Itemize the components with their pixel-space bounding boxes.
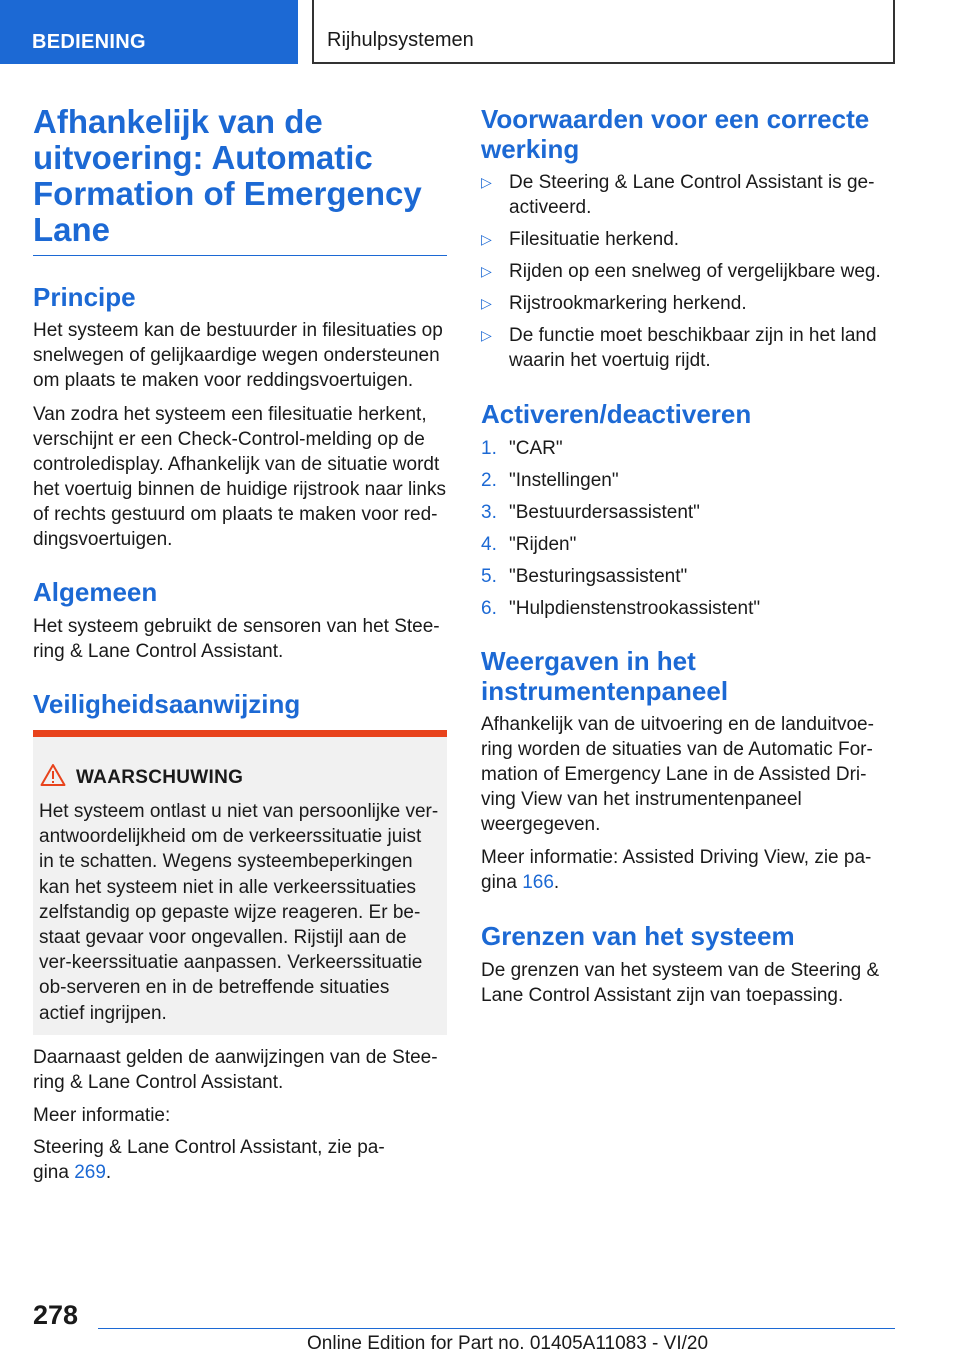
heading-activeren: Activeren/deactiveren xyxy=(481,399,752,429)
chapter-label: Rijhulpsystemen xyxy=(327,29,474,51)
title-divider xyxy=(33,255,447,256)
list-item: ▷ Rijden op een snelweg of vergelijkbare weg. xyxy=(481,261,881,282)
list-item: 3. "Bestuurdersassistent" xyxy=(481,502,700,523)
weergaven-paragraph-2 xyxy=(481,845,885,895)
additional-paragraph-3 xyxy=(33,1135,393,1185)
triangle-bullet-icon: ▷ xyxy=(481,327,492,343)
heading-voorwaarden: Voorwaarden voor een correcte werking xyxy=(481,104,870,164)
reference-end: . xyxy=(105,1162,112,1183)
warning-title: WAARSCHUWING xyxy=(76,767,244,788)
warning-box xyxy=(33,730,447,1035)
grenzen-paragraph: De grenzen van het systeem van de Steering & Lane Control Assistant zijn van toepassing. xyxy=(481,960,880,1006)
list-item: 1. "CAR" xyxy=(481,438,563,459)
list-item: 4. "Rijden" xyxy=(481,534,577,555)
weergaven-paragraph-1: Afhankelijk van de uitvoering en de landuitvoe‐ring worden de situaties van de Automatic For‐mation of Emergency Lane in de Assisted Dri‐ving View van het instrumentenpaneel weergegeven. xyxy=(481,714,874,835)
algemeen-paragraph: Het systeem gebruikt de sensoren van het Stee‐ring & Lane Control Assistant. xyxy=(33,616,440,662)
warning-text: Het systeem ontlast u niet van persoonlijke ver‐antwoordelijkheid om de verkeerssituatie juist in te schatten. Wegens systeembeperkingen kan het systeem niet in alle verkeerssituaties zelfstandig op gepaste wijze reageren. Er be‐staat gevaar voor ongevallen. Rijstijl aan de ver‐keerssituatie aanpassen. Verkeerssituatie ob‐serveren en in de betreffende situaties actief ingrijpen. xyxy=(39,801,439,1024)
heading-principe: Principe xyxy=(33,282,136,312)
list-item: 6. "Hulpdienstenstrookassistent" xyxy=(481,598,761,619)
section-label: BEDIENING xyxy=(32,31,146,53)
heading-algemeen: Algemeen xyxy=(33,577,158,607)
page-link-269[interactable]: 269 xyxy=(74,1162,106,1183)
reference-text: Steering & Lane Control Assistant, zie pa‐gina xyxy=(33,1137,385,1183)
list-item: 2. "Instellingen" xyxy=(481,470,619,491)
page-number: 278 xyxy=(33,1300,79,1330)
footer-divider xyxy=(98,1328,895,1329)
triangle-bullet-icon: ▷ xyxy=(481,263,492,279)
chapter-header xyxy=(312,0,895,64)
triangle-bullet-icon: ▷ xyxy=(481,231,492,247)
additional-paragraph-1: Daarnaast gelden de aanwijzingen van de Stee‐ring & Lane Control Assistant. xyxy=(33,1047,438,1093)
page-title: Afhankelijk van de uitvoering: Automatic Formation of Emergency Lane xyxy=(33,103,422,248)
principe-paragraph-1: Het systeem kan de bestuurder in filesituaties op snelwegen of gelijkaardige wegen ondersteunen om plaats te maken voor reddingsvoertuigen. xyxy=(33,320,443,391)
heading-veiligheid: Veiligheidsaanwijzing xyxy=(33,689,301,719)
list-item: ▷ Filesituatie herkend. xyxy=(481,229,680,250)
list-item: ▷ De Steering & Lane Control Assistant is ge‐activeerd. xyxy=(481,172,875,218)
list-item: ▷ Rijstrookmarkering herkend. xyxy=(481,293,747,314)
triangle-bullet-icon: ▷ xyxy=(481,174,492,190)
edition-text: Online Edition for Part no. 01405A11083 - VI/20 xyxy=(307,1333,709,1354)
section-tab xyxy=(0,0,298,64)
principe-paragraph-2: Van zodra het systeem een filesituatie herkent, verschijnt er een Check-Control-melding op de controledisplay. Afhankelijk van de situatie wordt het voertuig binnen de huidige rijstrook naar links of rechts gestuurd om plaats te maken voor red‐dingsvoertuigen. xyxy=(33,404,446,550)
list-item: 5. "Besturingsassistent" xyxy=(481,566,688,587)
warning-triangle-icon xyxy=(40,763,66,787)
triangle-bullet-icon: ▷ xyxy=(481,295,492,311)
reference-end: . xyxy=(553,872,560,893)
heading-grenzen: Grenzen van het systeem xyxy=(481,921,795,951)
list-item: ▷ De functie moet beschikbaar zijn in het land waarin het voertuig rijdt. xyxy=(481,325,877,371)
heading-weergaven: Weergaven in het instrumentenpaneel xyxy=(481,646,729,706)
additional-paragraph-2: Meer informatie: xyxy=(33,1105,171,1126)
page-link-166[interactable]: 166 xyxy=(522,872,554,893)
reference-text: Meer informatie: Assisted Driving View, zie pa‐gina xyxy=(481,847,872,893)
